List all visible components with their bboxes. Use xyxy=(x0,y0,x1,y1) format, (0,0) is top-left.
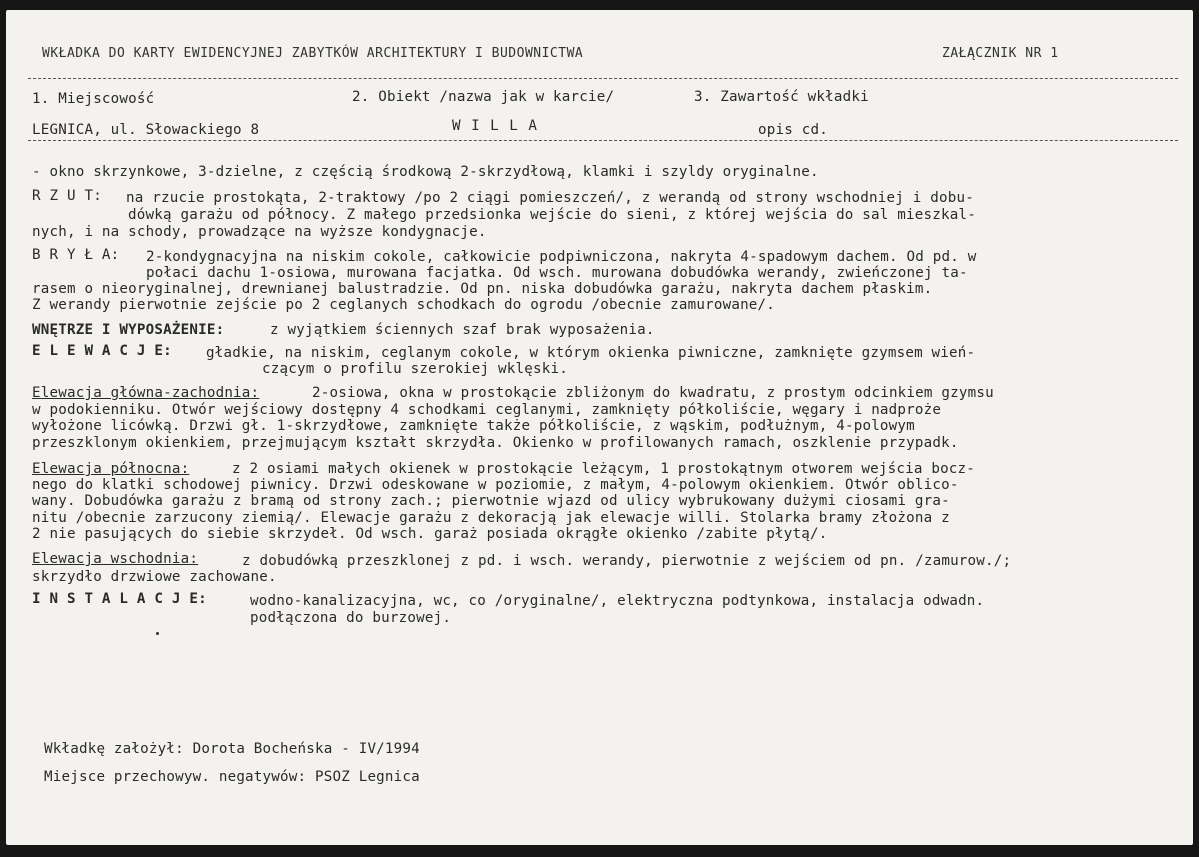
section-heading-wnetrze: WNĘTRZE I WYPOSAŻENIE: xyxy=(32,322,225,338)
text-line: przeszklonym okienkiem, przejmującym kształt skrzydła. Okienko w profilowanych ramach, oszklenie przypadk. xyxy=(32,435,959,451)
fields-divider xyxy=(28,140,1178,141)
text-line: nych, i na schody, prowadzące na wyższe kondygnacje. xyxy=(32,224,487,240)
text-line: podłączona do burzowej. xyxy=(250,610,452,626)
text-line: wyłożone licówką. Drzwi gł. 1-skrzydłowe, zamknięte także półkoliście, z wąskim, podłużnym, 4-polowym xyxy=(32,418,915,434)
field-value-object: W I L L A xyxy=(452,118,538,134)
text-line: z wyjątkiem ściennych szaf brak wyposażenia. xyxy=(270,322,655,338)
text-line: 2-kondygnacyjna na niskim cokole, całkowicie podpiwniczona, nakryta 4-spadowym dachem. Od pd. w xyxy=(146,249,977,265)
text-line: skrzydło drzwiowe zachowane. xyxy=(32,569,277,585)
text-line: - okno skrzynkowe, 3-dzielne, z częścią środkową 2-skrzydłową, klamki i szyldy oryginalne. xyxy=(32,164,819,180)
record-sheet xyxy=(6,10,1193,845)
text-line: dówką garażu od północy. Z małego przedsionka wejście do sieni, z której wejścia do sal mieszkal- xyxy=(128,207,976,223)
header-divider xyxy=(28,78,1178,79)
section-heading-bryla: B R Y Ł A: xyxy=(32,247,120,263)
section-heading-east: Elewacja wschodnia: xyxy=(32,551,199,567)
field-value-contents: opis cd. xyxy=(758,122,828,138)
section-heading-instalacje: I N S T A L A C J E: xyxy=(32,591,207,607)
text-line: połaci dachu 1-osiowa, murowana facjatka. Od wsch. murowana dobudówka werandy, zwieńczonej ta- xyxy=(146,265,968,281)
footer-author: Wkładkę założył: Dorota Bocheńska - IV/1994 xyxy=(44,741,420,757)
text-line: na rzucie prostokąta, 2-traktowy /po 2 ciągi pomieszczeń/, z werandą od strony wschodniej i dobu- xyxy=(126,190,974,206)
field-label-contents: 3. Zawartość wkładki xyxy=(694,89,869,105)
field-label-locality: 1. Miejscowość xyxy=(32,91,155,107)
text-line: Z werandy pierwotnie zejście po 2 ceglanych schodkach do ogrodu /obecnie zamurowane/. xyxy=(32,297,776,313)
text-line: 2 nie pasujących do siebie skrzydeł. Od wsch. garaż posiada okrągłe okienko /zabite płytą/. xyxy=(32,526,828,542)
footer-negatives-storage: Miejsce przechowyw. negatywów: PSOZ Legnica xyxy=(44,769,420,785)
text-line: wodno-kanalizacyjna, wc, co /oryginalne/, elektryczna podtynkowa, instalacja odwadn. xyxy=(250,593,985,609)
field-value-locality: LEGNICA, ul. Słowackiego 8 xyxy=(32,122,260,138)
form-title: WKŁADKA DO KARTY EWIDENCYJNEJ ZABYTKÓW ARCHITEKTURY I BUDOWNICTWA xyxy=(42,46,584,61)
text-line: czącym o profilu szerokiej wklęski. xyxy=(262,361,568,377)
text-line: nitu /obecnie zarzucony ziemią/. Elewacje garażu z dekoracją jak elewacje willi. Stolarka bramy złożona z xyxy=(32,510,950,526)
text-line: w podokienniku. Otwór wejściowy dostępny 4 schodkami ceglanymi, zamknięty półkoliście, węgary i nadproże xyxy=(32,402,942,418)
text-line: gładkie, na niskim, ceglanym cokole, w którym okienka piwniczne, zamknięte gzymsem wień- xyxy=(206,345,976,361)
section-heading-rzut: R Z U T: xyxy=(32,188,102,204)
text-line: 2-osiowa, okna w prostokącie zbliżonym do kwadratu, z prostym odcinkiem gzymsu xyxy=(312,385,994,401)
text-line: z dobudówką przeszklonej z pd. i wsch. werandy, pierwotnie z wejściem od pn. /zamurow./; xyxy=(242,553,1012,569)
section-heading-elewacje: E L E W A C J E: xyxy=(32,343,172,359)
text-line: nego do klatki schodowej piwnicy. Drzwi odeskowane w poziomie, z małym, 4-polowym okienkiem. Otwór oblico- xyxy=(32,477,959,493)
section-heading-north: Elewacja północna: xyxy=(32,461,190,477)
text-line: wany. Dobudówka garażu z bramą od strony zach.; pierwotnie wjazd od ulicy wybrukowany dużymi ciosami gra- xyxy=(32,493,950,509)
text-line: rasem o nieoryginalnej, drewnianej balustradzie. Od pn. niska dobudówka garażu, nakryta dachem płaskim. xyxy=(32,281,933,297)
attachment-number: ZAŁĄCZNIK NR 1 xyxy=(942,46,1059,61)
text-line: z 2 osiami małych okienek w prostokącie leżącym, 1 prostokątnym otworem wejścia bocz- xyxy=(232,461,976,477)
field-label-object: 2. Obiekt /nazwa jak w karcie/ xyxy=(352,89,615,105)
section-heading-west: Elewacja główna-zachodnia: xyxy=(32,385,260,401)
ink-dot xyxy=(156,632,159,635)
